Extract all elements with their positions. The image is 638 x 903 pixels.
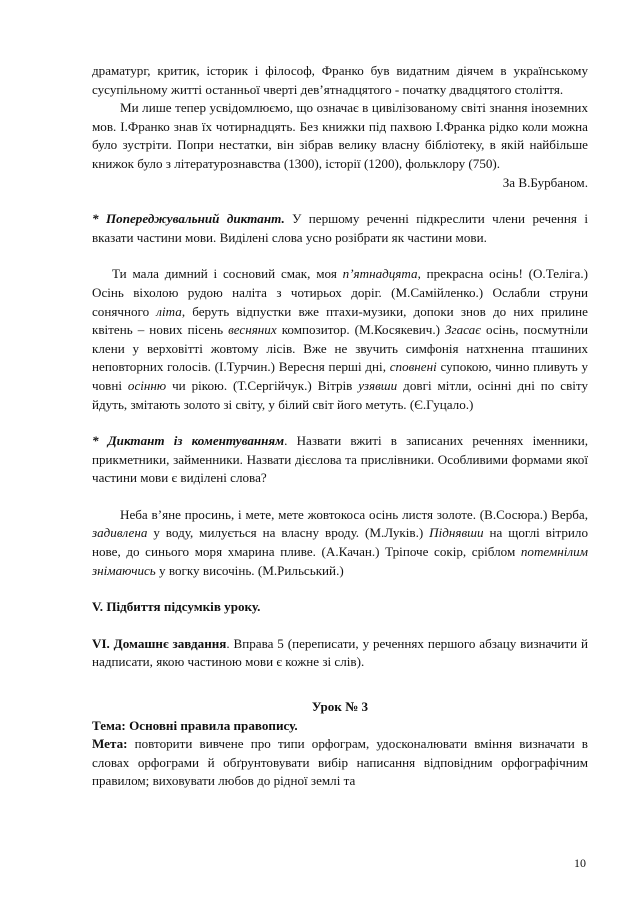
text-run: довгі мітли, осінні дні по світу йдуть, змітають золото зі світу, у білий світ його метуть. (Є.Гуцало.): [92, 377, 588, 412]
text-run: у вогку височінь. (М.Рильський.): [155, 562, 344, 578]
spacer: [92, 247, 588, 265]
goal-text: повторити вивчене про типи орфограм, удосконалювати вміння визначати в словах орфограми й обґрунтовувати вибір написання відповідним орфографічним правилом; виховувати любов до рідної землі та: [92, 736, 588, 789]
highlighted-word: весняних: [228, 322, 277, 338]
dictation-text-2: [92, 506, 588, 580]
paragraph-franko-bio: драматург, критик, історик і філософ, Франко був видатним діячем в українському сусупільному житті останньої чверті дев’ятнадцятого - початку двадцятого століття.: [92, 63, 588, 97]
task-preventive-dictation: [92, 210, 588, 247]
paragraph-franko-languages: Ми лише тепер усвідомлюємо, що означає в цивілізованому світі знання іноземних мов. І.Франко знав їх чотирнадцять. Без книжки під пахвою І.Франка рідко коли можна було зустріти. Попри нестатки, він зібрав велику власну бібліотеку, в якій найбільше книжок було з літературознавства (1300), історії (1200), фольклору (750).: [92, 100, 588, 171]
text-run: композитор. (М.Косякевич.): [276, 322, 446, 338]
spacer: [92, 192, 588, 210]
highlighted-word: осінню: [127, 377, 167, 393]
highlighted-word: літа: [156, 303, 182, 319]
text-run: , беруть відпустки вже птахи-музики, допоки знов до них прилине квітень – нових пісень: [92, 303, 588, 338]
text-run: Неба в’яне просинь, і мете, мете жовтокоса осінь листя золоте. (В.Сосюра.) Верба,: [120, 506, 588, 522]
text-run: супокою, чинно пливуть у човні: [92, 359, 588, 393]
text-run: , прекрасна осінь! (О.Теліга.) Осінь віхолою рудою наліта з чотирьох доріг. (М.Самійленко.) Ослабли струни сонячного: [92, 266, 588, 319]
highlighted-word: потемнілим: [520, 544, 588, 560]
task-commented-dictation: [92, 432, 588, 488]
task-star: *: [92, 433, 99, 449]
attribution: За В.Бурбаном.: [502, 174, 588, 190]
text-run: на щоглі вітрило нове, до синього моря хмарина пливе. (А.Качан.) Тріпоче сокір, сріблом: [92, 525, 589, 560]
topic-label: Тема:: [92, 717, 126, 733]
spacer: [92, 580, 588, 598]
task-star: *: [92, 211, 99, 227]
dictation-text-1: [92, 265, 588, 414]
spacer: [92, 617, 588, 635]
lesson-heading: Урок № 3: [311, 699, 369, 715]
task-title: Попереджувальний диктант.: [105, 211, 285, 227]
highlighted-word: Згасає: [445, 322, 481, 338]
homework-text: . Вправа 5 (переписати, у реченнях першого абзацу визначити й надписати, якою частиною мови є кожне зі слів).: [92, 635, 589, 670]
section-summary: V. Підбиття підсумків уроку.: [92, 599, 261, 615]
task-text: У першому реченні підкреслити члени речення і вказати частини мови. Виділені слова усно розібрати як частини мови.: [92, 211, 588, 245]
page-number: 10: [574, 856, 586, 870]
highlighted-word: Піднявши: [429, 525, 484, 541]
text-run: чи рікою. (Т.Сергійчук.) Вітрів: [166, 377, 359, 393]
text-run: осінь, посмутніли клени у верховітті жовтому лісів. Вже не звучить симфонія натхненна пташиних неповторних голосів. (І.Турчин.) Вересня перші дні,: [92, 322, 588, 375]
lesson-goal: [92, 735, 588, 791]
page-content: [92, 62, 588, 791]
text-run: у воду, милується на власну вроду. (М.Луків.): [147, 525, 430, 541]
highlighted-word: знімаючись: [92, 562, 156, 578]
task-text: . Назвати вжиті в записаних реченнях іменники, прикметники, займенники. Назвати дієслова та прислівники. Особливими формами якої частини мови є виділені слова?: [92, 433, 589, 486]
text-run: Ти мала димний і сосновий смак, моя: [112, 266, 343, 282]
homework-title: VI. Домашнє завдання: [92, 635, 227, 651]
spacer: [92, 414, 588, 432]
lesson-topic: [92, 717, 588, 736]
topic-text: Основні правила правопису.: [125, 717, 298, 733]
spacer: [92, 672, 588, 698]
highlighted-word: сповнені: [389, 359, 437, 375]
spacer: [92, 488, 588, 506]
goal-label: Мета:: [92, 736, 128, 752]
highlighted-word: задивлена: [92, 525, 148, 541]
highlighted-word: п’ятнадцята: [342, 266, 418, 282]
highlighted-word: узявши: [358, 377, 398, 393]
section-homework: [92, 635, 588, 672]
task-title: Диктант із коментуванням: [107, 433, 285, 449]
